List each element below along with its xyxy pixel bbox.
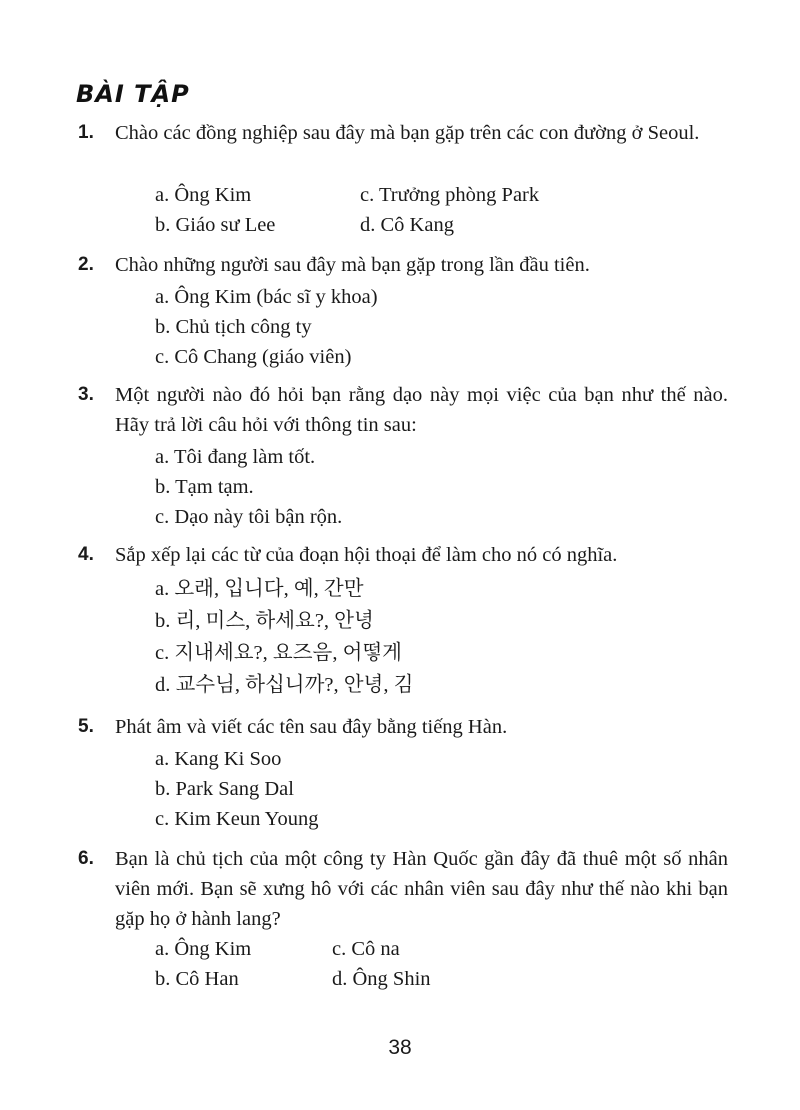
option-a: a. Ông Kim — [155, 184, 252, 206]
question-number: 2. — [78, 254, 94, 275]
option-b: b. 리, 미스, 하세요?, 안녕 — [155, 610, 374, 632]
question-4-options — [155, 573, 413, 701]
question-text: Sắp xếp lại các từ của đoạn hội thoại để làm cho nó có nghĩa. — [115, 544, 618, 566]
question-number: 3. — [78, 384, 94, 405]
question-number: 4. — [78, 544, 94, 565]
question-text: Một người nào đó hỏi bạn rằng dạo này mọi việc của bạn như thế nào. Hãy trả lời câu hỏi với thông tin sau: — [115, 384, 728, 436]
question-3-options — [155, 442, 342, 532]
option-c: c. Trưởng phòng Park — [360, 184, 540, 206]
option-b: b. Tạm tạm. — [155, 476, 254, 498]
option-c: c. Cô Chang (giáo viên) — [155, 346, 352, 368]
option-c: c. Dạo này tôi bận rộn. — [155, 506, 343, 528]
option-a: a. Ông Kim (bác sĩ y khoa) — [155, 286, 378, 308]
question-text: Chào các đồng nghiệp sau đây mà bạn gặp trên các con đường ở Seoul. — [115, 122, 700, 144]
section-heading: BÀI TẬP — [76, 80, 190, 108]
question-1-options — [155, 180, 275, 240]
option-c: c. Cô na — [332, 938, 400, 960]
question-3 — [78, 380, 728, 440]
question-6 — [78, 844, 728, 934]
option-c: c. 지내세요?, 요즈음, 어떻게 — [155, 642, 402, 664]
question-2 — [78, 250, 728, 280]
question-text: Bạn là chủ tịch của một công ty Hàn Quốc gần đây đã thuê một số nhân viên mới. Bạn sẽ xưng hô với các nhân viên sau đây như thế nào khi bạn gặp họ ở hành lang? — [115, 848, 728, 930]
question-1 — [78, 118, 728, 148]
option-d: d. 교수님, 하십니까?, 안녕, 김 — [155, 674, 414, 696]
option-b: b. Chủ tịch công ty — [155, 316, 312, 338]
question-number: 5. — [78, 716, 94, 737]
question-5-options — [155, 744, 318, 834]
question-number: 1. — [78, 122, 94, 143]
option-d: d. Ông Shin — [332, 968, 431, 990]
question-6-options-col2 — [332, 934, 431, 994]
option-a: a. Kang Ki Soo — [155, 748, 282, 770]
option-b: b. Park Sang Dal — [155, 778, 294, 800]
question-1-options-col2 — [360, 180, 539, 240]
option-a: a. 오래, 입니다, 예, 간만 — [155, 578, 364, 600]
question-2-options — [155, 282, 378, 372]
question-6-options — [155, 934, 251, 994]
question-text: Chào những người sau đây mà bạn gặp trong lần đầu tiên. — [115, 254, 590, 276]
option-d: d. Cô Kang — [360, 214, 454, 236]
question-number: 6. — [78, 848, 94, 869]
question-5 — [78, 712, 728, 742]
question-text: Phát âm và viết các tên sau đây bằng tiếng Hàn. — [115, 716, 508, 738]
question-4 — [78, 540, 728, 570]
option-b: b. Cô Han — [155, 968, 239, 990]
option-a: a. Ông Kim — [155, 938, 252, 960]
option-b: b. Giáo sư Lee — [155, 214, 276, 236]
option-a: a. Tôi đang làm tốt. — [155, 446, 316, 468]
page-number: 38 — [388, 1036, 412, 1059]
option-c: c. Kim Keun Young — [155, 808, 319, 830]
